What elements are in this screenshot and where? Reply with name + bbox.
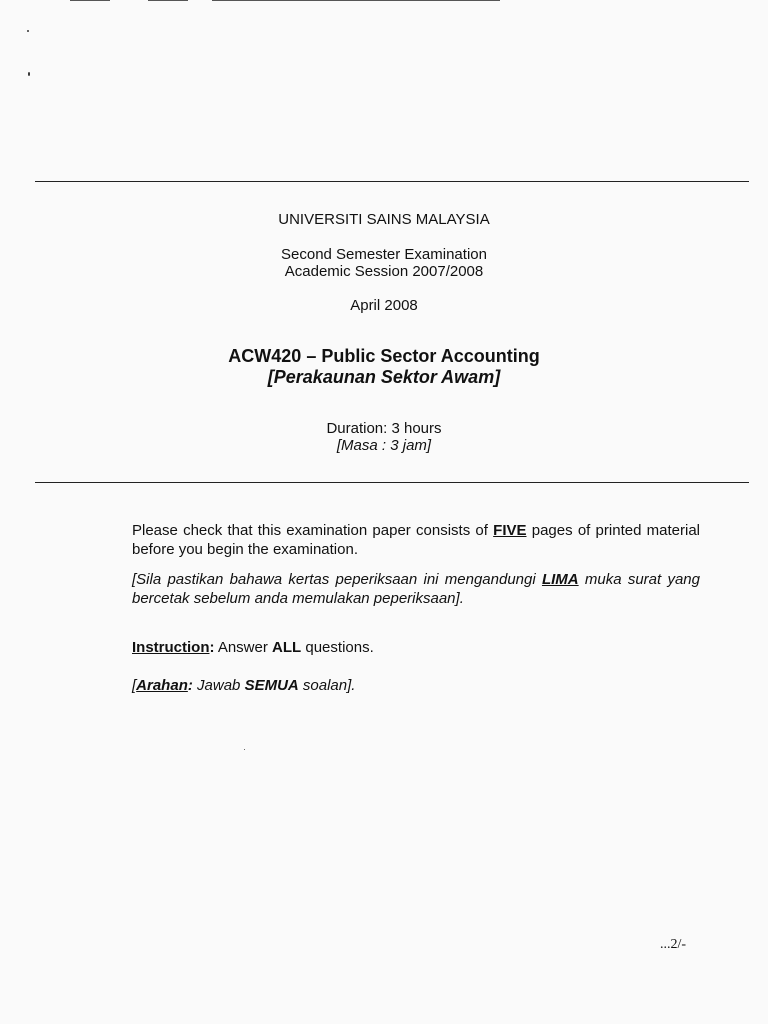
instruction-malay-text: Jawab xyxy=(192,677,245,694)
instruction-text-end: questions. xyxy=(301,639,374,656)
scan-speck xyxy=(244,749,245,750)
instruction-english xyxy=(132,638,700,657)
course-title-malay: [Perakaunan Sektor Awam] xyxy=(267,367,501,387)
semester-label: Second Semester Examination xyxy=(281,246,487,263)
page-count-malay: LIMA xyxy=(541,571,579,588)
instruction-label: Instruction xyxy=(132,639,210,656)
bottom-rule xyxy=(35,482,749,483)
notice-english xyxy=(132,521,700,559)
page-marker: ...2/- xyxy=(660,937,687,952)
instruction-text: Answer xyxy=(214,639,273,656)
top-rule xyxy=(35,181,749,182)
instruction-malay-label: Arahan xyxy=(136,677,188,694)
notice-malay-text-end: muka surat yang bercetak sebelum anda memulakan peperiksaan]. xyxy=(132,571,700,607)
scan-speck xyxy=(28,72,30,76)
scan-artifact-line xyxy=(148,0,188,1)
instruction-malay xyxy=(132,676,700,695)
instruction-colon: : xyxy=(209,639,215,656)
instruction-malay-text-end: soalan]. xyxy=(298,677,356,694)
scan-artifact-line xyxy=(212,0,500,1)
notice-malay-text: [Sila pastikan bahawa kertas peperiksaan ini mengandungi xyxy=(132,571,542,588)
university-name: UNIVERSITI SAINS MALAYSIA xyxy=(278,211,490,228)
exam-month: April 2008 xyxy=(350,297,418,314)
instruction-malay-all: SEMUA xyxy=(244,677,299,694)
instruction-malay-colon: : xyxy=(187,677,193,694)
instruction-all: ALL xyxy=(272,639,302,656)
session-label: Academic Session 2007/2008 xyxy=(284,263,484,280)
course-title: ACW420 – Public Sector Accounting xyxy=(228,346,540,366)
instruction-malay-open: [ xyxy=(132,677,137,694)
notice-english-text: Please check that this examination paper consists of xyxy=(132,522,494,539)
duration-malay: [Masa : 3 jam] xyxy=(336,437,432,454)
notice-english-text-end: pages of printed material before you begin the examination. xyxy=(132,522,700,558)
notice-malay xyxy=(132,570,700,608)
scan-artifact-line xyxy=(70,0,110,1)
scan-speck xyxy=(27,30,29,32)
page-count-english: FIVE xyxy=(493,522,527,539)
duration-english: Duration: 3 hours xyxy=(326,420,442,437)
